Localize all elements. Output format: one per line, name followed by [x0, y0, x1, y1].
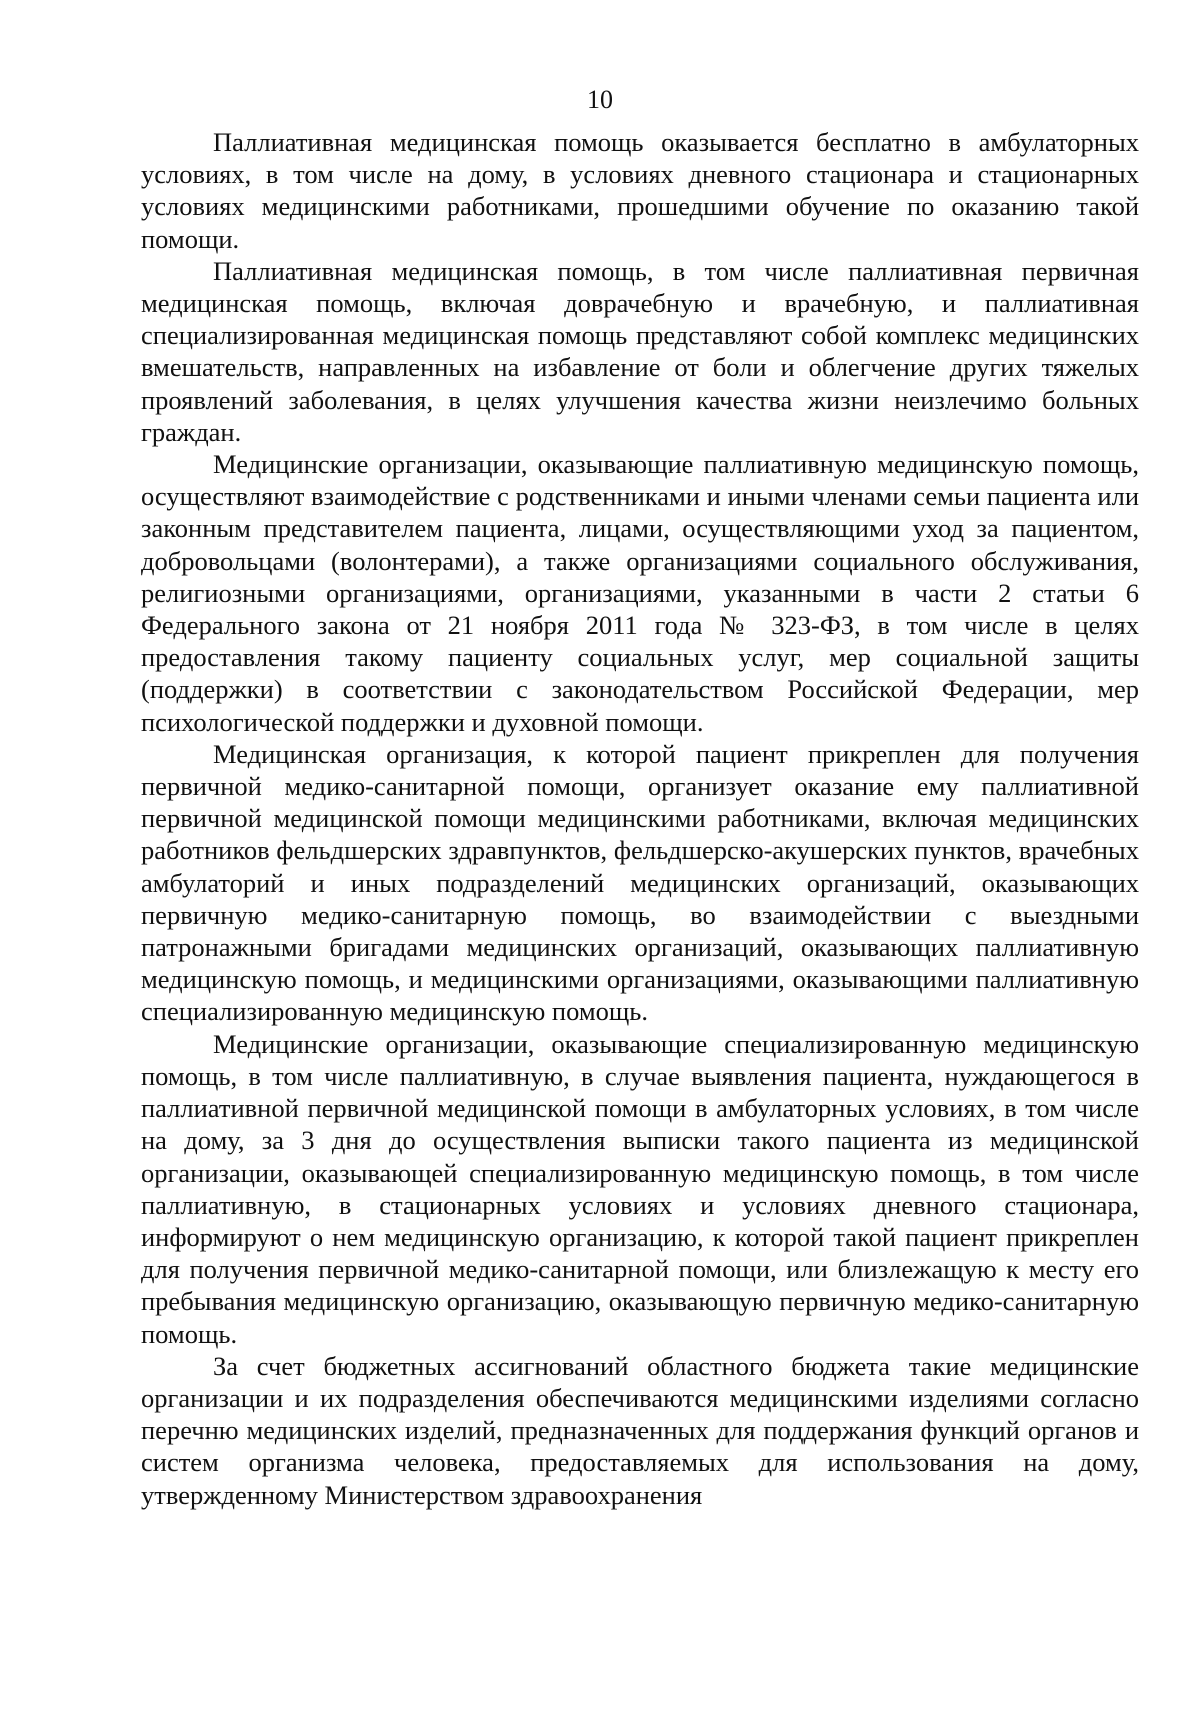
paragraph-medical-devices-funding: За счет бюджетных ассигнований областного бюджета такие медицинские организации и их подразделения обеспечиваются медицинскими изделиями согласно перечню медицинских изделий, предназначенных для поддержания функций органов и систем организма человека, предоставляемых для использования на дому, утвержденному Министерством здравоохранения: [141, 1350, 1139, 1510]
page-number: 10: [587, 85, 613, 114]
paragraph-primary-care-organization: Медицинская организация, к которой пациент прикреплен для получения первичной медико-санитарной помощи, организует оказание ему паллиативной первичной медицинской помощи медицинскими работниками, включая медицинских работников фельдшерских здравпунктов, фельдшерско-акушерских пунктов, врачебных амбулаторий и иных подразделений медицинских организаций, оказывающих первичную медико-санитарную помощь, во взаимодействии с выездными патронажными бригадами медицинских организаций, оказывающих паллиативную медицинскую помощь, и медицинскими организациями, оказывающими паллиативную специализированную медицинскую помощь.: [141, 738, 1139, 1027]
paragraph-palliative-care-free: Паллиативная медицинская помощь оказывается бесплатно в амбулаторных условиях, в том числе на дому, в условиях дневного стационара и стационарных условиях медицинскими работниками, прошедшими обучение по оказанию такой помощи.: [141, 127, 1139, 254]
paragraph-interaction-with-relatives: Медицинские организации, оказывающие паллиативную медицинскую помощь, осуществляют взаимодействие с родственниками и иными членами семьи пациента или законным представителем пациента, лицами, осуществляющими уход за пациентом, добровольцами (волонтерами), а также организациями социального обслуживания, религиозными организациями, организациями, указанными в части 2 статьи 6 Федерального закона от 21 ноября 2011 года № 323-ФЗ, в том числе в целях предоставления такому пациенту социальных услуг, мер социальной защиты (поддержки) в соответствии с законодательством Российской Федерации, мер психологической поддержки и духовной помощи.: [141, 449, 1139, 737]
paragraph-discharge-notification: Медицинские организации, оказывающие специализированную медицинскую помощь, в том числе паллиативную, в случае выявления пациента, нуждающегося в паллиативной первичной медицинской помощи в амбулаторных условиях, в том числе на дому, за 3 дня до осуществления выписки такого пациента из медицинской организации, оказывающей специализированную медицинскую помощь, в том числе паллиативную, в стационарных условиях и условиях дневного стационара, информируют о нем медицинскую организацию, к которой такой пациент прикреплен для получения первичной медико-санитарной помощи, или близлежащую к месту его пребывания медицинскую организацию, оказывающую первичную медико-санитарную помощь.: [141, 1028, 1139, 1349]
paragraph-palliative-care-definition: Паллиативная медицинская помощь, в том числе паллиативная первичная медицинская помощь, включая доврачебную и врачебную, и паллиативная специализированная медицинская помощь представляют собой комплекс медицинских вмешательств, направленных на избавление от боли и облегчение других тяжелых проявлений заболевания, в целях улучшения качества жизни неизлечимо больных граждан.: [141, 255, 1139, 447]
document-body: [141, 126, 1139, 1511]
